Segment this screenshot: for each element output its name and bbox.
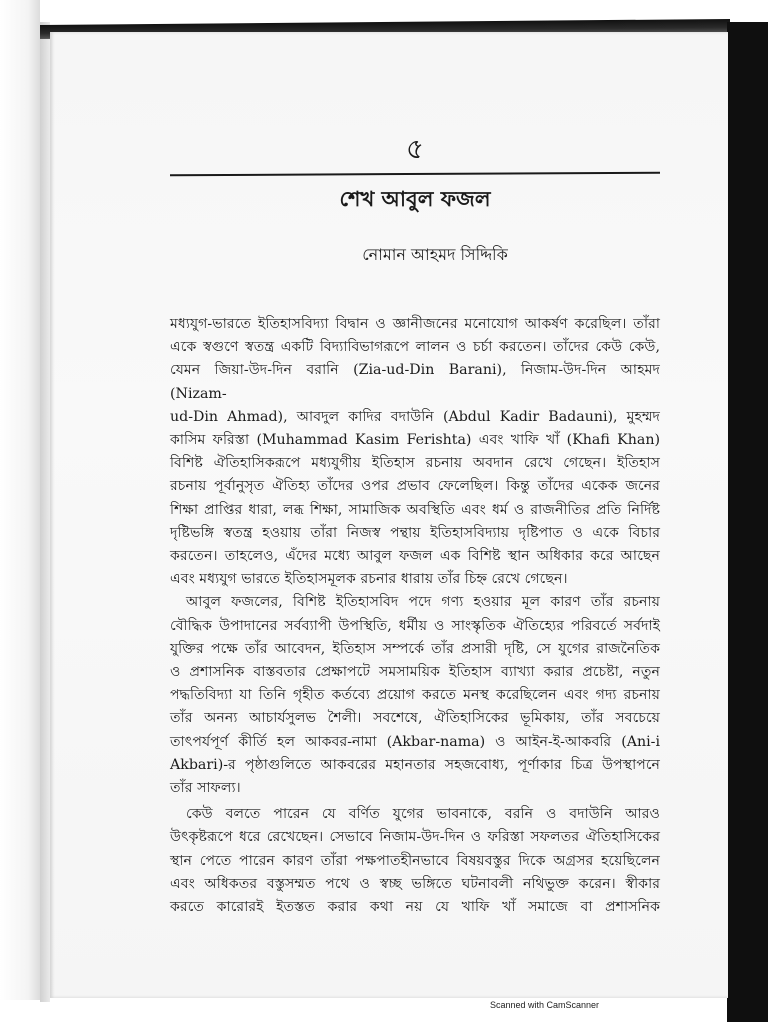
text-line: স্থান পেতে পারেন কারণ তাঁরা পক্ষপাতহীনভাবে বিষয়বস্তুর দিকে অগ্রসর হয়েছিলেন: [170, 852, 660, 869]
text-line: তাঁর সাফল্য।: [170, 780, 241, 797]
text-line: কেউ বলতে পারেন যে বর্ণিত যুগের ভাবনাকে, বরনি ও বদাউনি আরও: [186, 806, 660, 823]
text-line: কাসিম ফরিস্তা (Muhammad Kasim Ferishta) এবং খাফি খাঁ (Khafi Khan): [170, 432, 660, 449]
scan-background-left: [0, 0, 40, 1000]
text-line: তাৎপর্যপূর্ণ কীর্তি হল আকবর-নামা (Akbar-nama) ও আইন-ই-আকবরি (Ani-i: [170, 733, 660, 750]
chapter-title: শেখ আবুল ফজল: [339, 186, 491, 211]
scanner-watermark: Scanned with CamScanner: [490, 1000, 600, 1010]
text-line: উৎকৃষ্টরূপে ধরে রেখেছেন। সেভাবে নিজাম-উদ-দিন ও ফরিস্তা সফলতর ঐতিহাসিকের: [170, 829, 660, 846]
page-stack-edge: [40, 22, 50, 1002]
text-line: ও প্রশাসনিক বাস্তবতার প্রেক্ষাপটে সমসাময়িক ইতিহাস ব্যাখ্যা করার প্রচেষ্টা, নতুন: [170, 664, 660, 681]
text-line: আবুল ফজলের, বিশিষ্ট ইতিহাসবিদ পদে গণ্য হওয়ার মূল কারণ তাঁর রচনায়: [186, 594, 660, 611]
text-line: তাঁর অনন্য আচার্যসুলভ শৈলী। সবশেষে, ঐতিহাসিকের ভূমিকায়, তাঁর সবচেয়ে: [170, 710, 660, 727]
text-line: করতে কারোরই ইতস্তত করার কথা নয় যে খাফি খাঁ সমাজে বা প্রশাসনিক: [170, 899, 660, 916]
text-line: পদ্ধতিবিদ্যা যা তিনি গৃহীত কর্তব্যে প্রয়োগ করতে মনস্থ করেছিলেন এবং গদ্য রচনায়: [170, 687, 660, 704]
text-line: দৃষ্টিভঙ্গি স্বতন্ত্র হওয়ায় তাঁরা নিজস্ব পন্থায় ইতিহাসবিদ্যায় দৃষ্টিপাত ও একে বিচার: [170, 524, 660, 541]
text-line: রচনায় পূর্বানুসৃত ঐতিহ্য তাঁদের ওপর প্রভাব ফেলেছিল। কিন্তু তাঁদের একেক জনের: [170, 478, 660, 495]
text-line: এবং মধ্যযুগ ভারতে ইতিহাসমূলক রচনার ধারায় তাঁর চিহ্ন রেখে গেছেন।: [170, 571, 568, 588]
text-line: Akbari)-র পৃষ্ঠাগুলিতে আকবরের মহানতার সহজবোধ্য, পূর্ণাকার চিত্র উপস্থাপনে: [170, 756, 660, 773]
chapter-author: নোমান আহমদ সিদ্দিকি: [362, 245, 508, 264]
text-line: শিক্ষা প্রাপ্তির ধারা, লব্ধ শিক্ষা, সামাজিক অবস্থিতি এবং ধর্ম ও রাজনীতির প্রতি নির্দিষ্ট: [170, 501, 660, 518]
text-line: ud-Din Ahmad), আবদুল কাদির বদাউনি (Abdul Kadir Badauni), মুহম্মদ: [170, 408, 660, 425]
text-line: এবং অধিকতর বস্তুসম্মত পথে ও স্বচ্ছ ভঙ্গিতে ঘটনাবলী নথিভুক্ত করেন। স্বীকার: [170, 875, 660, 892]
text-line: বিশিষ্ট ঐতিহাসিকরূপে মধ্যযুগীয় ইতিহাস রচনায় অবদান রেখে গেছেন। ইতিহাস: [170, 455, 660, 472]
text-line: মধ্যযুগ-ভারতে ইতিহাসবিদ্যা বিদ্বান ও জ্ঞানীজনের মনোযোগ আকর্ষণ করেছিল। তাঁরা: [170, 316, 660, 332]
chapter-number: ৫: [405, 132, 425, 165]
text-line: বৌদ্ধিক উপাদানের সর্বব্যাপী উপস্থিতি, ধর্মীয় ও সাংস্কৃতিক ঐতিহ্যের পরিবর্তে সর্বদাই: [170, 617, 660, 634]
scan-right-shadow: [727, 22, 768, 1022]
text-line: যেমন জিয়া-উদ-দিন বরানি (Zia-ud-Din Barani), নিজাম-উদ-দিন আহমদ (Nizam-: [170, 362, 660, 402]
text-line: করতেন। তাহলেও, এঁদের মধ্যে আবুল ফজল এক বিশিষ্ট স্থান অধিকার করে আছেন: [170, 548, 660, 565]
text-line: যুক্তির পক্ষে তাঁর আবেদন, ইতিহাস সম্পর্কে তাঁর প্রসারী দৃষ্টি, সে যুগের রাজনৈতিক: [170, 640, 660, 657]
body-text: [170, 313, 660, 919]
text-line: একে স্বগুণে স্বতন্ত্র একটি বিদ্যাবিভাগরূপে লালন ও চর্চা করতেন। তাঁদের কেউ কেউ,: [170, 339, 660, 356]
